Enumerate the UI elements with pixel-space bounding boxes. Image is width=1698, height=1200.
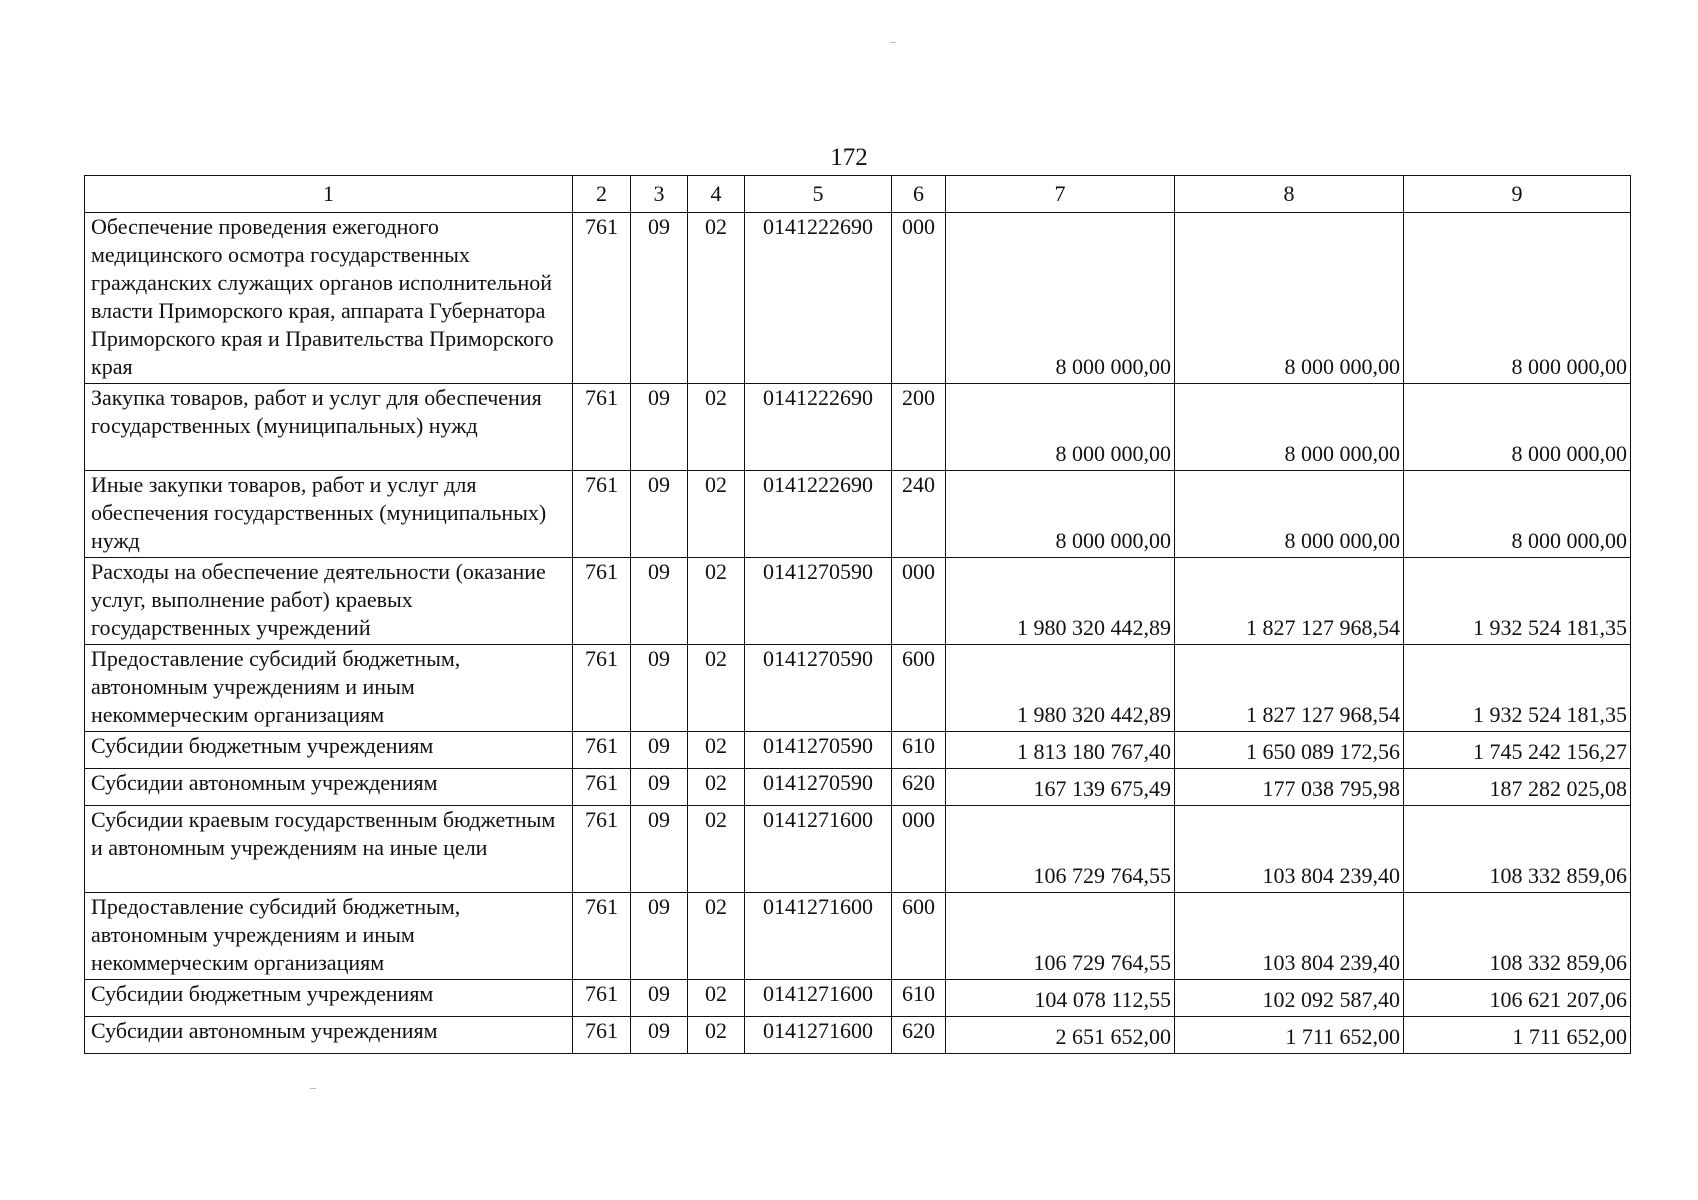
amount-col9-cell: 1 711 652,00 [1404, 1017, 1631, 1054]
column-header: 6 [892, 176, 946, 213]
amount-col9-cell: 8 000 000,00 [1404, 471, 1631, 558]
subsection-code-cell: 02 [688, 732, 745, 769]
target-article-cell: 0141270590 [745, 558, 892, 645]
expense-name-cell: Расходы на обеспечение деятельности (оказание услуг, выполнение работ) краевых государственных учреждений [85, 558, 573, 645]
ministry-code-cell: 761 [573, 384, 631, 471]
amount-col8-cell: 103 804 239,40 [1175, 806, 1404, 893]
section-code-cell: 09 [631, 558, 688, 645]
subsection-code-cell: 02 [688, 806, 745, 893]
amount-col9-cell: 1 932 524 181,35 [1404, 645, 1631, 732]
ministry-code-cell: 761 [573, 980, 631, 1017]
scan-speck [890, 42, 896, 43]
amount-col7-cell: 104 078 112,55 [946, 980, 1175, 1017]
expense-type-cell: 240 [892, 471, 946, 558]
table-row [85, 645, 1631, 732]
table-row [85, 980, 1631, 1017]
table-row [85, 769, 1631, 806]
ministry-code-cell: 761 [573, 893, 631, 980]
column-header: 7 [946, 176, 1175, 213]
ministry-code-cell: 761 [573, 1017, 631, 1054]
expense-name-cell: Субсидии бюджетным учреждениям [85, 732, 573, 769]
target-article-cell: 0141222690 [745, 213, 892, 384]
amount-col7-cell: 106 729 764,55 [946, 893, 1175, 980]
ministry-code-cell: 761 [573, 806, 631, 893]
amount-col7-cell: 1 813 180 767,40 [946, 732, 1175, 769]
ministry-code-cell: 761 [573, 558, 631, 645]
table-row [85, 384, 1631, 471]
amount-col9-cell: 8 000 000,00 [1404, 213, 1631, 384]
expense-name-cell: Субсидии бюджетным учреждениям [85, 980, 573, 1017]
section-code-cell: 09 [631, 732, 688, 769]
section-code-cell: 09 [631, 645, 688, 732]
table-row [85, 732, 1631, 769]
amount-col8-cell: 177 038 795,98 [1175, 769, 1404, 806]
section-code-cell: 09 [631, 471, 688, 558]
amount-col8-cell: 102 092 587,40 [1175, 980, 1404, 1017]
section-code-cell: 09 [631, 1017, 688, 1054]
ministry-code-cell: 761 [573, 769, 631, 806]
amount-col9-cell: 108 332 859,06 [1404, 893, 1631, 980]
table-header-row [85, 176, 1631, 213]
amount-col7-cell: 1 980 320 442,89 [946, 645, 1175, 732]
table-row [85, 893, 1631, 980]
amount-col9-cell: 106 621 207,06 [1404, 980, 1631, 1017]
section-code-cell: 09 [631, 384, 688, 471]
target-article-cell: 0141270590 [745, 645, 892, 732]
ministry-code-cell: 761 [573, 732, 631, 769]
expense-type-cell: 610 [892, 980, 946, 1017]
column-header: 8 [1175, 176, 1404, 213]
table-row [85, 213, 1631, 384]
expense-type-cell: 610 [892, 732, 946, 769]
amount-col7-cell: 2 651 652,00 [946, 1017, 1175, 1054]
subsection-code-cell: 02 [688, 769, 745, 806]
target-article-cell: 0141271600 [745, 893, 892, 980]
subsection-code-cell: 02 [688, 980, 745, 1017]
amount-col8-cell: 8 000 000,00 [1175, 384, 1404, 471]
section-code-cell: 09 [631, 213, 688, 384]
expense-name-cell: Предоставление субсидий бюджетным, автономным учреждениям и иным некоммерческим организациям [85, 645, 573, 732]
expense-name-cell: Субсидии автономным учреждениям [85, 1017, 573, 1054]
expense-type-cell: 000 [892, 213, 946, 384]
column-header: 4 [688, 176, 745, 213]
amount-col8-cell: 1 650 089 172,56 [1175, 732, 1404, 769]
page-number: 172 [830, 144, 868, 171]
target-article-cell: 0141222690 [745, 384, 892, 471]
amount-col7-cell: 8 000 000,00 [946, 384, 1175, 471]
column-header: 5 [745, 176, 892, 213]
scan-speck [310, 1088, 316, 1089]
target-article-cell: 0141222690 [745, 471, 892, 558]
section-code-cell: 09 [631, 980, 688, 1017]
amount-col8-cell: 1 827 127 968,54 [1175, 558, 1404, 645]
table-row [85, 558, 1631, 645]
expense-type-cell: 200 [892, 384, 946, 471]
amount-col8-cell: 8 000 000,00 [1175, 471, 1404, 558]
target-article-cell: 0141270590 [745, 732, 892, 769]
target-article-cell: 0141271600 [745, 1017, 892, 1054]
amount-col8-cell: 103 804 239,40 [1175, 893, 1404, 980]
expense-name-cell: Субсидии краевым государственным бюджетным и автономным учреждениям на иные цели [85, 806, 573, 893]
section-code-cell: 09 [631, 806, 688, 893]
table-row [85, 471, 1631, 558]
target-article-cell: 0141270590 [745, 769, 892, 806]
target-article-cell: 0141271600 [745, 980, 892, 1017]
amount-col9-cell: 1 932 524 181,35 [1404, 558, 1631, 645]
expense-type-cell: 620 [892, 1017, 946, 1054]
subsection-code-cell: 02 [688, 893, 745, 980]
expense-name-cell: Субсидии автономным учреждениям [85, 769, 573, 806]
amount-col9-cell: 187 282 025,08 [1404, 769, 1631, 806]
amount-col9-cell: 8 000 000,00 [1404, 384, 1631, 471]
table-row [85, 806, 1631, 893]
expense-type-cell: 000 [892, 806, 946, 893]
expense-type-cell: 600 [892, 893, 946, 980]
ministry-code-cell: 761 [573, 471, 631, 558]
section-code-cell: 09 [631, 893, 688, 980]
amount-col8-cell: 1 711 652,00 [1175, 1017, 1404, 1054]
table-row [85, 1017, 1631, 1054]
subsection-code-cell: 02 [688, 1017, 745, 1054]
subsection-code-cell: 02 [688, 558, 745, 645]
subsection-code-cell: 02 [688, 645, 745, 732]
subsection-code-cell: 02 [688, 213, 745, 384]
amount-col7-cell: 1 980 320 442,89 [946, 558, 1175, 645]
amount-col9-cell: 1 745 242 156,27 [1404, 732, 1631, 769]
column-header: 2 [573, 176, 631, 213]
expense-name-cell: Предоставление субсидий бюджетным, автономным учреждениям и иным некоммерческим организациям [85, 893, 573, 980]
expense-name-cell: Обеспечение проведения ежегодного медицинского осмотра государственных гражданских служащих органов исполнительной власти Приморского края, аппарата Губернатора Приморского края и Правительства Приморского края [85, 213, 573, 384]
column-header: 1 [85, 176, 573, 213]
amount-col8-cell: 1 827 127 968,54 [1175, 645, 1404, 732]
expense-name-cell: Закупка товаров, работ и услуг для обеспечения государственных (муниципальных) нужд [85, 384, 573, 471]
amount-col7-cell: 106 729 764,55 [946, 806, 1175, 893]
section-code-cell: 09 [631, 769, 688, 806]
amount-col9-cell: 108 332 859,06 [1404, 806, 1631, 893]
expense-type-cell: 600 [892, 645, 946, 732]
expense-name-cell: Иные закупки товаров, работ и услуг для обеспечения государственных (муниципальных) нужд [85, 471, 573, 558]
target-article-cell: 0141271600 [745, 806, 892, 893]
column-header: 9 [1404, 176, 1631, 213]
subsection-code-cell: 02 [688, 471, 745, 558]
ministry-code-cell: 761 [573, 213, 631, 384]
column-header: 3 [631, 176, 688, 213]
amount-col7-cell: 167 139 675,49 [946, 769, 1175, 806]
amount-col7-cell: 8 000 000,00 [946, 471, 1175, 558]
expense-type-cell: 000 [892, 558, 946, 645]
subsection-code-cell: 02 [688, 384, 745, 471]
amount-col8-cell: 8 000 000,00 [1175, 213, 1404, 384]
budget-table [84, 175, 1631, 1054]
amount-col7-cell: 8 000 000,00 [946, 213, 1175, 384]
ministry-code-cell: 761 [573, 645, 631, 732]
expense-type-cell: 620 [892, 769, 946, 806]
